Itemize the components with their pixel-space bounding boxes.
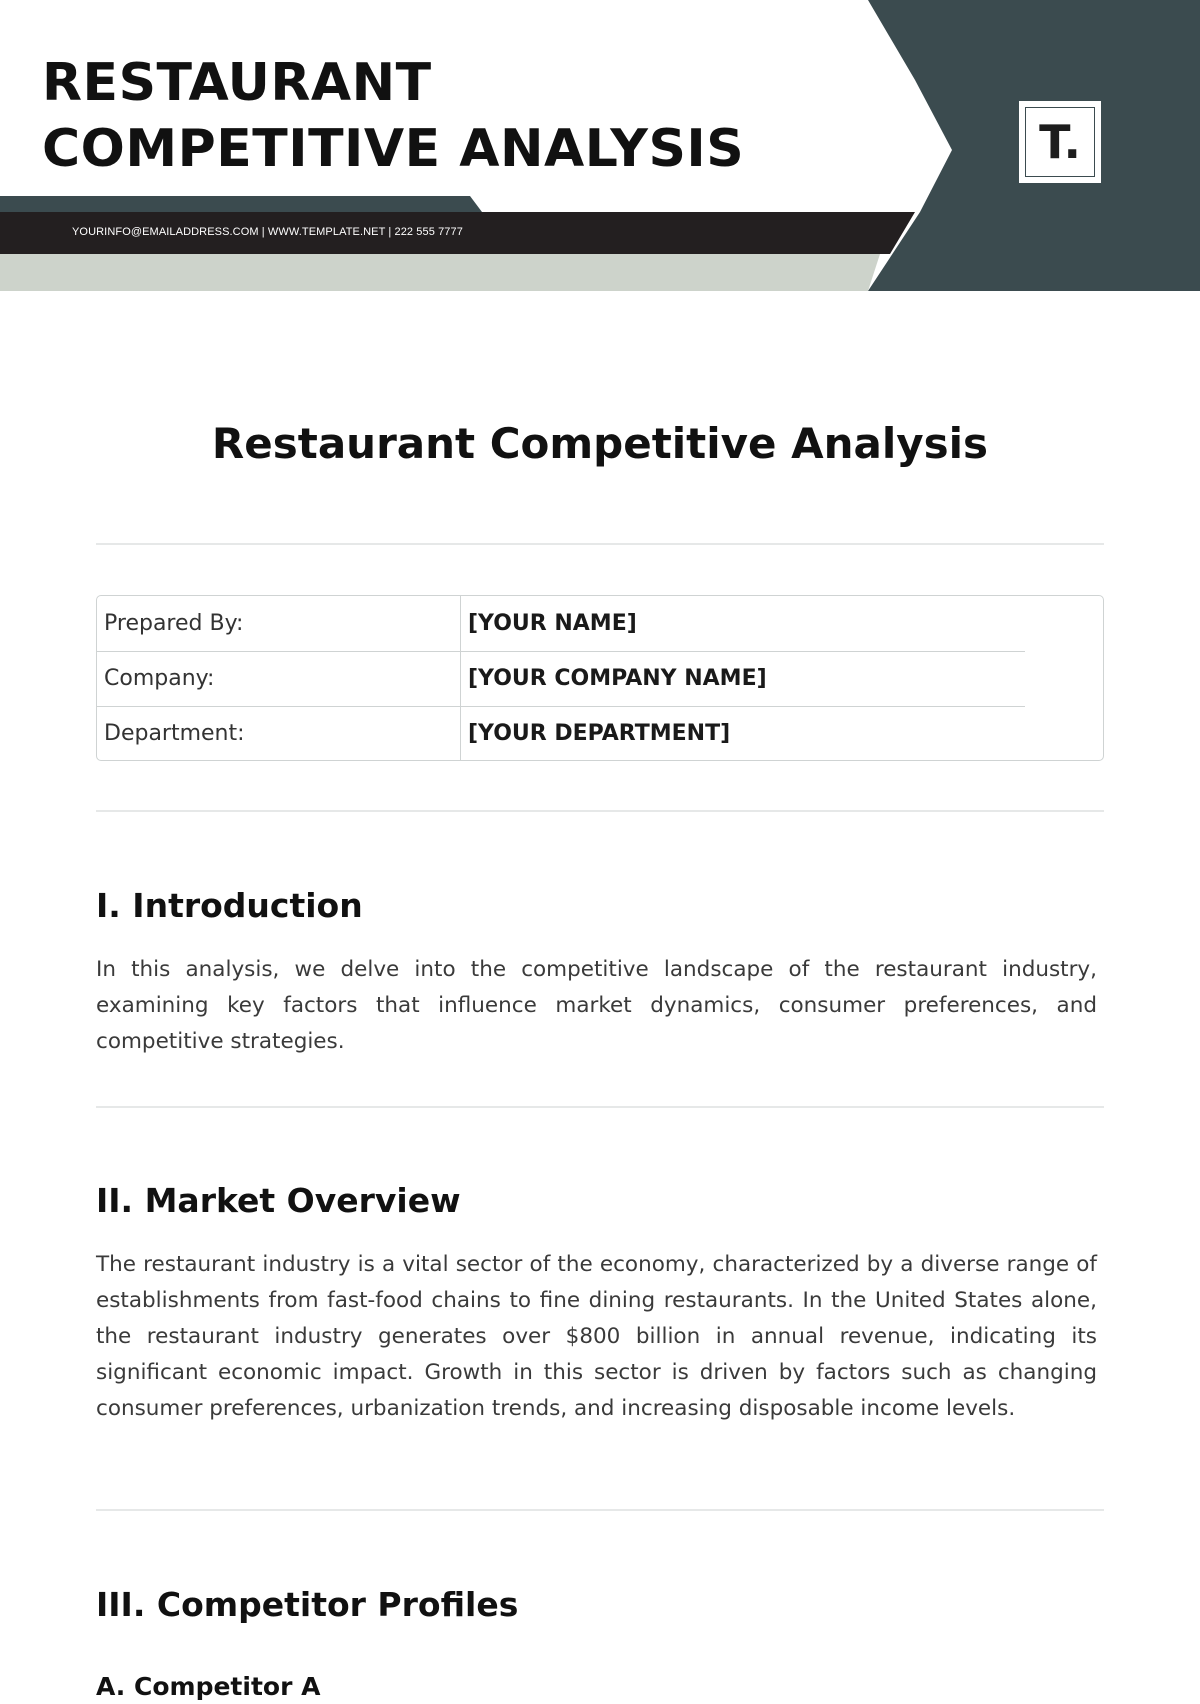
logo-text: T.: [1039, 115, 1081, 169]
department-label: Department:: [104, 721, 245, 746]
department-value: [YOUR DEPARTMENT]: [468, 721, 731, 746]
sage-band: [0, 254, 880, 291]
table-row: [97, 596, 1103, 651]
prepared-by-label: Prepared By:: [104, 611, 244, 636]
market-overview-paragraph: The restaurant industry is a vital sector of the economy, characterized by a diverse range of establishments from fast-food chains to fine dining restaurants. In the United States alone, the restaurant industry generates over $800 billion in annual revenue, indicating its significant economic impact. Growth in this sector is driven by factors such as changing consumer preferences, urbanization trends, and increasing disposable income levels.: [96, 1252, 1097, 1421]
market-overview-heading: II. Market Overview: [96, 1181, 461, 1220]
introduction-paragraph: In this analysis, we delve into the competitive landscape of the restaurant industry, examining key factors that influence market dynamics, consumer preferences, and competitive strategies.: [96, 957, 1097, 1054]
header-banner: [0, 0, 1200, 291]
divider: [96, 1509, 1104, 1511]
competitor-a-heading: A. Competitor A: [96, 1672, 321, 1701]
contact-info: YOURINFO@EMAILADDRESS.COM | WWW.TEMPLATE.NET | 222 555 7777: [72, 226, 463, 238]
divider: [96, 1106, 1104, 1108]
logo: [1020, 102, 1100, 182]
introduction-heading: I. Introduction: [96, 886, 363, 925]
company-label: Company:: [104, 666, 215, 691]
competitor-profiles-heading: III. Competitor Profiles: [96, 1585, 519, 1624]
info-table: [96, 595, 1104, 761]
sage-tab: [0, 196, 482, 212]
document-title: Restaurant Competitive Analysis: [211, 419, 989, 468]
divider: [96, 543, 1104, 545]
prepared-by-value: [YOUR NAME]: [468, 611, 637, 636]
divider: [96, 810, 1104, 812]
company-value: [YOUR COMPANY NAME]: [468, 666, 767, 691]
table-row: [97, 706, 1103, 761]
table-row: [97, 651, 1103, 706]
header-title: RESTAURANT COMPETITIVE ANALYSIS: [42, 53, 745, 179]
